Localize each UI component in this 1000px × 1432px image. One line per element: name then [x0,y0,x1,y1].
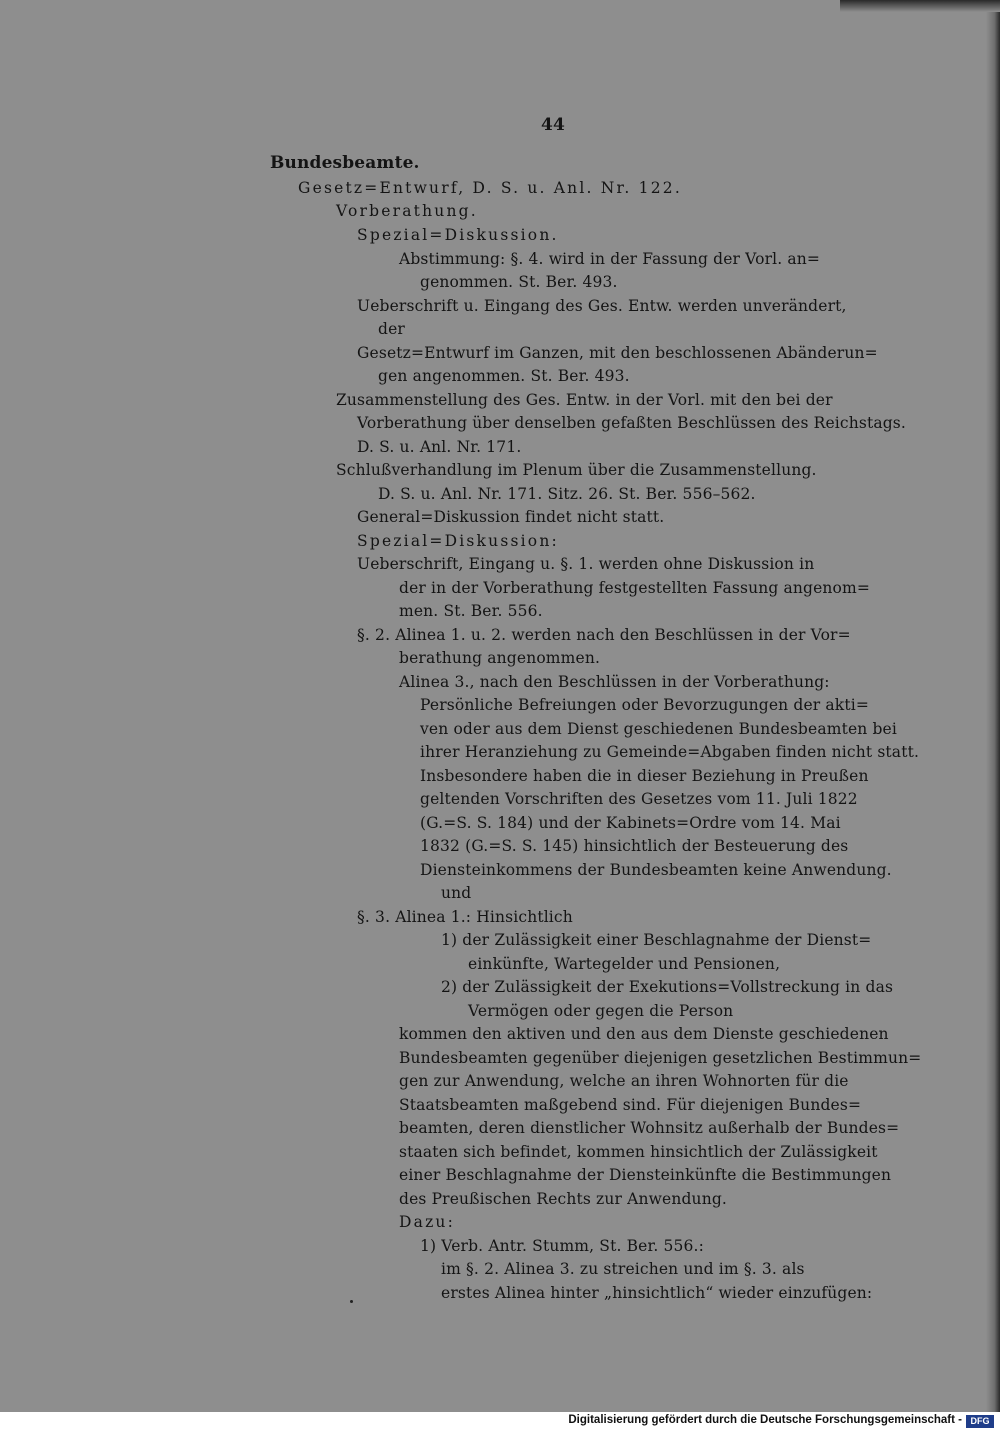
text-line: Alinea 3., nach den Beschlüssen in der Vorberathung: [399,673,830,691]
text-line: Diensteinkommens der Bundesbeamten keine Anwendung. [420,861,892,879]
text-line: §. 3. Alinea 1.: Hinsichtlich [357,908,573,926]
text-line: 1) Verb. Antr. Stumm, St. Ber. 556.: [420,1237,704,1255]
text-line: Insbesondere haben die in dieser Beziehung in Preußen [420,767,869,785]
text-line: D. S. u. Anl. Nr. 171. [357,438,522,456]
page-edge-shadow [986,0,1000,1412]
text-line: geltenden Vorschriften des Gesetzes vom 11. Juli 1822 [420,790,858,808]
page-corner-shadow [840,0,1000,12]
text-line: der in der Vorberathung festgestellten Fassung angenom= [399,579,871,597]
text-line: staaten sich befindet, kommen hinsichtlich der Zulässigkeit [399,1143,878,1161]
text-line: General=Diskussion findet nicht statt. [357,508,665,526]
text-line: der [378,320,405,338]
text-line: §. 2. Alinea 1. u. 2. werden nach den Beschlüssen in der Vor= [357,626,851,644]
section-heading: Bundesbeamte. [270,153,420,173]
text-line: berathung angenommen. [399,649,601,667]
text-line: 2) der Zulässigkeit der Exekutions=Vollstreckung in das [441,978,894,996]
text-line: Persönliche Befreiungen oder Bevorzugungen der akti= [420,696,869,714]
text-line: Vermögen oder gegen die Person [468,1002,734,1020]
text-line: und [441,884,472,902]
text-line: einkünfte, Wartegelder und Pensionen, [468,955,781,973]
text-line: Schlußverhandlung im Plenum über die Zusammenstellung. [336,461,817,479]
text-line: des Preußischen Rechts zur Anwendung. [399,1190,727,1208]
text-line: 1832 (G.=S. S. 145) hinsichtlich der Besteuerung des [420,837,849,855]
text-line: Dazu: [399,1213,456,1231]
text-line: gen zur Anwendung, welche an ihren Wohnorten für die [399,1072,849,1090]
text-line: Bundesbeamten gegenüber diejenigen gesetzlichen Bestimmun= [399,1049,922,1067]
text-line: (G.=S. S. 184) und der Kabinets=Ordre vom 14. Mai [420,814,841,832]
text-line: men. St. Ber. 556. [399,602,543,620]
text-line: einer Beschlagnahme der Diensteinkünfte die Bestimmungen [399,1166,892,1184]
text-line: Vorberathung. [336,202,478,220]
text-line: im §. 2. Alinea 3. zu streichen und im §. 3. als [441,1260,805,1278]
text-line: ven oder aus dem Dienst geschiedenen Bundesbeamten bei [420,720,897,738]
text-line: Abstimmung: §. 4. wird in der Fassung der Vorl. an= [399,250,821,268]
footer-bar [0,1412,1000,1432]
text-line: Spezial=Diskussion. [357,226,559,244]
text-line: Ueberschrift, Eingang u. §. 1. werden ohne Diskussion in [357,555,815,573]
dfg-logo-icon: DFG [966,1415,994,1428]
scan-speck [350,1300,353,1303]
text-line: ihrer Heranziehung zu Gemeinde=Abgaben finden nicht statt. [420,743,920,761]
footer-credit: Digitalisierung gefördert durch die Deutsche Forschungsgemeinschaft - [568,1414,962,1426]
text-line: erstes Alinea hinter „hinsichtlich“ wieder einzufügen: [441,1284,873,1302]
text-line: beamten, deren dienstlicher Wohnsitz außerhalb der Bundes= [399,1119,900,1137]
text-line: Spezial=Diskussion: [357,532,559,550]
text-line: gen angenommen. St. Ber. 493. [378,367,630,385]
text-line: D. S. u. Anl. Nr. 171. Sitz. 26. St. Ber. 556–562. [378,485,756,503]
text-line: Ueberschrift u. Eingang des Ges. Entw. werden unverändert, [357,297,847,315]
text-line: Gesetz=Entwurf im Ganzen, mit den beschlossenen Abänderun= [357,344,878,362]
text-line: 1) der Zulässigkeit einer Beschlagnahme der Dienst= [441,931,872,949]
text-line: Staatsbeamten maßgebend sind. Für diejenigen Bundes= [399,1096,862,1114]
text-line: Vorberathung über denselben gefaßten Beschlüssen des Reichstags. [357,414,906,432]
text-line: Gesetz=Entwurf, D. S. u. Anl. Nr. 122. [298,179,682,197]
text-line: Zusammenstellung des Ges. Entw. in der Vorl. mit den bei der [336,391,833,409]
text-line: kommen den aktiven und den aus dem Dienste geschiedenen [399,1025,889,1043]
text-line: genommen. St. Ber. 493. [420,273,618,291]
page-number: 44 [541,115,565,135]
